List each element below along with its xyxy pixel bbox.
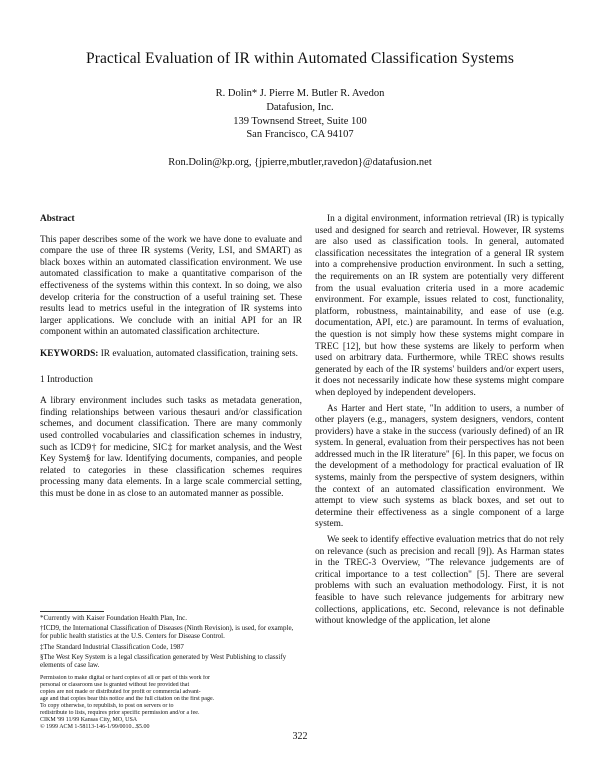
body-paragraph: We seek to identify effective evaluation metrics that do not rely on relevance (such as precision and recall [9]). As Harman states in the TREC-3 Overview, "The relevance judgements are of critical importance to a test collection" [5]. There are several problems with such an evaluation methodology. First, it is not feasible to have such relevance judgements for arbitrary new collections, applications, etc. Second, relevance is not definable without knowledge of the application, let alone (315, 535, 564, 627)
permission-line: CIKM '99 11/99 Kansas City, MO, USA (40, 717, 138, 724)
address-city: San Francisco, CA 94107 (246, 129, 354, 140)
abstract-heading: Abstract (40, 214, 75, 224)
permission-notice (40, 675, 302, 731)
permission-line: redistribute to lists, requires prior specific permission and/or a fee. (40, 710, 200, 717)
paper-title: Practical Evaluation of IR within Automated Classification Systems (85, 50, 515, 67)
keywords-label: KEYWORDS: (40, 348, 99, 359)
permission-line: Permission to make digital or hard copies of all or part of this work for (40, 675, 210, 682)
body-paragraph: In a digital environment, information retrieval (IR) is typically used and designed for search and retrieval. However, IR systems are also used as classification tools. In general, automated classification necessitates the integration of a general IR system into a comprehensive production environment. In such a setting, the requirements on an IR system are potentially very different from the usual evaluation criteria used in a more academic environment. For example, issues related to cost, functionality, platform, robustness, maintainability, and ease of use (e.g. documentation, API, etc.) are paramount. In terms of evaluation, the question is not simply how these systems might compare in TREC [12], but how these systems are likely to perform when used on arbitrary data. Furthermore, while TREC shows results generated by each of the IR systems' builders and/or expert users, it does not necessarily indicate how these systems might compare when deployed by independent developers. (315, 214, 564, 398)
author-emails: Ron.Dolin@kp.org, {jpierre,mbutler,ravedon}@datafusion.net (168, 157, 432, 168)
page-number: 322 (292, 731, 308, 742)
footnote: §The West Key System is a legal classification generated by West Publishing to classify elements of case law. (40, 652, 287, 670)
footnote: *Currently with Kaiser Foundation Health Plan, Inc. (40, 614, 187, 622)
permission-line: age and that copies bear this notice and the full citation on the first page. (40, 696, 215, 703)
left-column (40, 214, 302, 500)
footnote: †ICD9, the International Classification of Diseases (Ninth Revision), is used, for example, for public health statistics at the U.S. Centers for Disease Control. (40, 624, 294, 641)
footnotes-area (40, 611, 302, 731)
permission-line: copies are not made or distributed for profit or commercial advant- (40, 689, 201, 696)
address-street: 139 Townsend Street, Suite 100 (233, 116, 367, 127)
authors: R. Dolin* J. Pierre M. Butler R. Avedon (215, 88, 385, 99)
intro-paragraph-1: A library environment includes such tasks as metadata generation, finding relationships between various thesauri and/or classification schemes, and document classification. There are many commonly used controlled vocabularies and classification schemes in industry, such as ICD9† for medicine, SIC‡ for market analysis, and the West Key System§ for law. Identifying documents, companies, and people related to categories in these classification schemes requires processing many data elements. In a large scale commercial setting, this must be done in as close to an automated manner as possible. (40, 396, 302, 499)
right-column (315, 214, 564, 628)
footnote-rule (40, 611, 104, 612)
abstract-text: This paper describes some of the work we have done to evaluate and compare the use of three IR systems (Verity, LSI, and SMART) as black boxes within an automated classification environment. We use automated classification to make a quantitative comparison of the effectiveness of the systems within this context. In so doing, we also develop criteria for the construction of a useful training set. These results lead to metrics useful in the integration of IR systems into larger applications. We conclude with an initial API for an IR component within an automated classification architecture. (40, 234, 302, 338)
footnote: ‡The Standard Industrial Classification Code, 1987 (40, 642, 184, 651)
intro-heading: 1 Introduction (40, 374, 93, 385)
permission-line: personal or classroom use is granted without fee provided that (40, 682, 190, 689)
permission-line: © 1999 ACM 1-58113-146-1/99/0010...$5.00 (40, 724, 150, 731)
keywords-text: IR evaluation, automated classification, training sets. (100, 348, 298, 359)
affiliation: Datafusion, Inc. (266, 102, 334, 113)
permission-line: To copy otherwise, to republish, to post on servers or to (40, 703, 174, 710)
keywords (40, 349, 302, 361)
body-paragraph: As Harter and Hert state, "In addition to users, a number of other players (e.g., managers, system designers, vendors, content providers) have a stake in the success (variously defined) of an IR system. In general, evaluation from their perspectives has not been addressed much in the IR literature" [6]. In this paper, we focus on the development of a methodology for practical evaluation of IR systems, mainly from the perspective of system designers, within the context of an automated classification environment. We attempt to view such systems as black boxes, and set out to determine their effectiveness as a single component of a large system. (315, 403, 564, 530)
